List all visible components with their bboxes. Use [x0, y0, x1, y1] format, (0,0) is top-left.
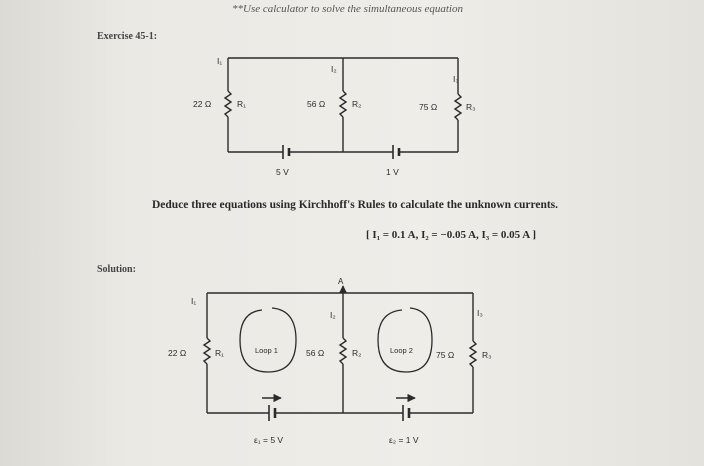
c1-resistor-3-name: R₃ [466, 102, 476, 112]
c2-loop-2-label: Loop 2 [390, 346, 413, 355]
c1-resistor-2-value: 56 Ω [307, 99, 326, 109]
c1-resistor-1-name: R₁ [237, 99, 247, 109]
c2-node-label: A [338, 277, 344, 286]
c2-resistor-2-value: 56 Ω [306, 348, 325, 358]
c2-resistor-2-name: R₂ [352, 348, 362, 358]
calculator-note: **Use calculator to solve the simultaneous equation [232, 3, 463, 15]
solution-label: Solution: [97, 264, 136, 275]
c2-battery-2-label: ε₂ = 1 V [389, 435, 419, 445]
c1-battery-1-label: 5 V [276, 167, 289, 177]
c2-current-3: I₃ [477, 308, 483, 318]
c1-resistor-1-value: 22 Ω [193, 99, 212, 109]
c2-resistor-1-value: 22 Ω [168, 348, 187, 358]
c2-resistor-3-value: 75 Ω [436, 350, 455, 360]
c2-current-2: I₂ [330, 310, 336, 320]
answer-line: [ I₁ = 0.1 A, I₂ = −0.05 A, I₃ = 0.05 A ] [366, 229, 537, 241]
c2-current-1: I₁ [191, 296, 197, 306]
exercise-label: Exercise 45-1: [97, 31, 158, 42]
c2-resistor-3-name: R₃ [482, 350, 492, 360]
c1-current-2: I₂ [331, 64, 337, 74]
c1-current-3: I₃ [453, 74, 459, 84]
c2-resistor-1-name: R₁ [215, 348, 225, 358]
c1-battery-2-label: 1 V [386, 167, 399, 177]
c1-current-1: I₁ [217, 56, 223, 66]
c1-resistor-3-value: 75 Ω [419, 102, 438, 112]
c2-battery-1-label: ε₁ = 5 V [254, 435, 284, 445]
problem-statement: Deduce three equations using Kirchhoff's Rules to calculate the unknown currents. [152, 199, 559, 211]
c2-loop-1-label: Loop 1 [255, 346, 278, 355]
c1-resistor-2-name: R₂ [352, 99, 362, 109]
